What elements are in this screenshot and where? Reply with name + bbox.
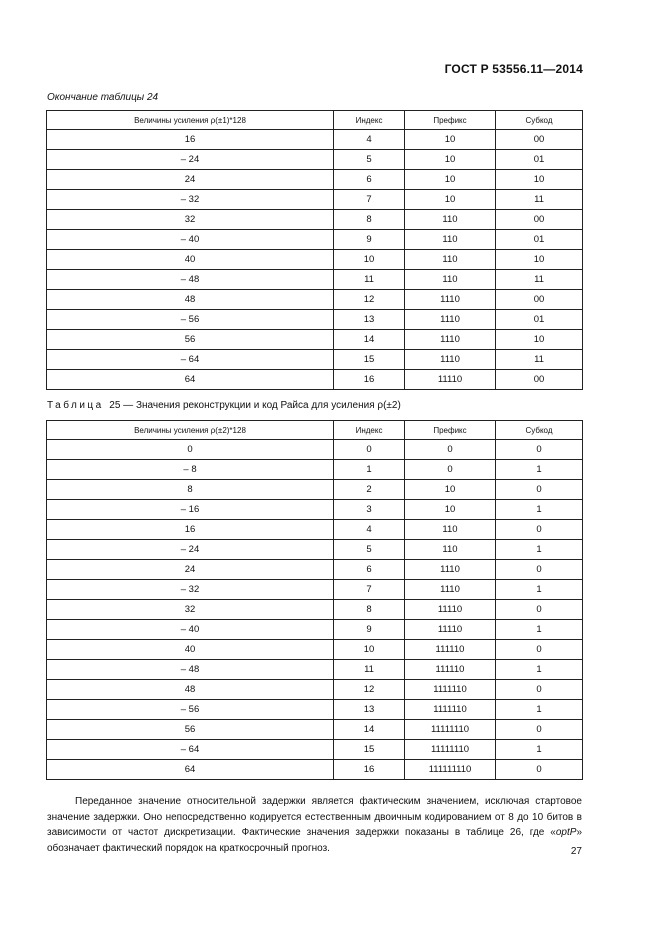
cell-subcode: 10 bbox=[496, 250, 583, 270]
cell-index: 1 bbox=[334, 460, 405, 480]
cell-index: 15 bbox=[334, 350, 405, 370]
table-row bbox=[47, 660, 583, 680]
cell-subcode: 0 bbox=[496, 720, 583, 740]
cell-index: 14 bbox=[334, 720, 405, 740]
column-header-index: Индекс bbox=[334, 421, 405, 440]
cell-gain: 0 bbox=[47, 440, 334, 460]
table-row bbox=[47, 680, 583, 700]
cell-gain: – 24 bbox=[47, 540, 334, 560]
cell-prefix: 1110 bbox=[405, 290, 496, 310]
paragraph-emphasis: optP bbox=[555, 827, 577, 838]
cell-gain: – 48 bbox=[47, 270, 334, 290]
cell-gain: – 40 bbox=[47, 620, 334, 640]
cell-prefix: 0 bbox=[405, 460, 496, 480]
cell-gain: 32 bbox=[47, 210, 334, 230]
cell-prefix: 10 bbox=[405, 500, 496, 520]
cell-prefix: 1110 bbox=[405, 560, 496, 580]
table-row bbox=[47, 560, 583, 580]
cell-gain: 56 bbox=[47, 330, 334, 350]
cell-gain: 40 bbox=[47, 250, 334, 270]
column-header-subcode: Субкод bbox=[496, 421, 583, 440]
cell-index: 16 bbox=[334, 760, 405, 780]
table-row bbox=[47, 230, 583, 250]
cell-prefix: 11110 bbox=[405, 620, 496, 640]
table-row bbox=[47, 700, 583, 720]
cell-index: 11 bbox=[334, 660, 405, 680]
cell-index: 10 bbox=[334, 250, 405, 270]
table-row bbox=[47, 210, 583, 230]
column-header-gain: Величины усиления ρ(±1)*128 bbox=[47, 111, 334, 130]
cell-index: 0 bbox=[334, 440, 405, 460]
cell-gain: 16 bbox=[47, 520, 334, 540]
table-row bbox=[47, 130, 583, 150]
cell-subcode: 01 bbox=[496, 230, 583, 250]
cell-subcode: 00 bbox=[496, 370, 583, 390]
cell-gain: – 24 bbox=[47, 150, 334, 170]
cell-subcode: 11 bbox=[496, 270, 583, 290]
cell-prefix: 10 bbox=[405, 150, 496, 170]
table-row bbox=[47, 520, 583, 540]
cell-subcode: 1 bbox=[496, 580, 583, 600]
cell-prefix: 1111110 bbox=[405, 700, 496, 720]
table-row bbox=[47, 270, 583, 290]
cell-index: 4 bbox=[334, 130, 405, 150]
table24-caption: Окончание таблицы 24 bbox=[47, 92, 159, 103]
cell-subcode: 00 bbox=[496, 130, 583, 150]
cell-index: 10 bbox=[334, 640, 405, 660]
cell-index: 3 bbox=[334, 500, 405, 520]
cell-prefix: 0 bbox=[405, 440, 496, 460]
cell-gain: 40 bbox=[47, 640, 334, 660]
table-row bbox=[47, 720, 583, 740]
cell-subcode: 0 bbox=[496, 680, 583, 700]
cell-subcode: 0 bbox=[496, 600, 583, 620]
paragraph-text-before: Переданное значение относительной задержки является фактическим значением, исключая стартовое значение задержки. Оно непосредственно кодируется естественным двоичным кодированием от 8 до 10 битов в зависимости от частот дискретизации. Фактические значения задержки показаны в таблице 26, где « bbox=[47, 796, 582, 838]
cell-gain: – 48 bbox=[47, 660, 334, 680]
cell-index: 6 bbox=[334, 560, 405, 580]
table25-caption bbox=[47, 400, 401, 411]
cell-prefix: 110 bbox=[405, 540, 496, 560]
cell-prefix: 110 bbox=[405, 520, 496, 540]
cell-index: 6 bbox=[334, 170, 405, 190]
cell-index: 8 bbox=[334, 600, 405, 620]
cell-index: 7 bbox=[334, 190, 405, 210]
cell-index: 9 bbox=[334, 230, 405, 250]
cell-gain: 48 bbox=[47, 680, 334, 700]
cell-subcode: 0 bbox=[496, 560, 583, 580]
column-header-gain: Величины усиления ρ(±2)*128 bbox=[47, 421, 334, 440]
cell-prefix: 11111110 bbox=[405, 720, 496, 740]
cell-gain: 8 bbox=[47, 480, 334, 500]
table24 bbox=[46, 110, 583, 390]
cell-subcode: 01 bbox=[496, 150, 583, 170]
cell-index: 5 bbox=[334, 540, 405, 560]
cell-gain: 24 bbox=[47, 170, 334, 190]
table-header-row bbox=[47, 111, 583, 130]
cell-prefix: 1111110 bbox=[405, 680, 496, 700]
table-row bbox=[47, 600, 583, 620]
table-row bbox=[47, 290, 583, 310]
cell-index: 5 bbox=[334, 150, 405, 170]
table-row bbox=[47, 250, 583, 270]
cell-gain: 56 bbox=[47, 720, 334, 740]
cell-prefix: 110 bbox=[405, 210, 496, 230]
cell-subcode: 1 bbox=[496, 460, 583, 480]
table-row bbox=[47, 370, 583, 390]
cell-subcode: 1 bbox=[496, 540, 583, 560]
cell-index: 9 bbox=[334, 620, 405, 640]
cell-gain: – 32 bbox=[47, 580, 334, 600]
cell-subcode: 11 bbox=[496, 350, 583, 370]
table-row bbox=[47, 640, 583, 660]
cell-subcode: 1 bbox=[496, 660, 583, 680]
table-row bbox=[47, 540, 583, 560]
cell-gain: 24 bbox=[47, 560, 334, 580]
cell-index: 4 bbox=[334, 520, 405, 540]
column-header-index: Индекс bbox=[334, 111, 405, 130]
cell-subcode: 00 bbox=[496, 290, 583, 310]
table-row bbox=[47, 740, 583, 760]
cell-gain: – 40 bbox=[47, 230, 334, 250]
table-row bbox=[47, 760, 583, 780]
cell-gain: – 56 bbox=[47, 310, 334, 330]
column-header-prefix: Префикс bbox=[405, 111, 496, 130]
cell-prefix: 10 bbox=[405, 190, 496, 210]
cell-subcode: 00 bbox=[496, 210, 583, 230]
cell-subcode: 11 bbox=[496, 190, 583, 210]
table-row bbox=[47, 440, 583, 460]
cell-subcode: 0 bbox=[496, 760, 583, 780]
cell-subcode: 10 bbox=[496, 170, 583, 190]
cell-gain: – 8 bbox=[47, 460, 334, 480]
column-header-prefix: Префикс bbox=[405, 421, 496, 440]
cell-gain: – 64 bbox=[47, 350, 334, 370]
cell-prefix: 110 bbox=[405, 270, 496, 290]
table-row bbox=[47, 580, 583, 600]
table-row bbox=[47, 480, 583, 500]
cell-gain: – 56 bbox=[47, 700, 334, 720]
table25-caption-label: Таблица bbox=[47, 400, 104, 411]
table-header-row bbox=[47, 421, 583, 440]
cell-prefix: 1110 bbox=[405, 350, 496, 370]
cell-index: 13 bbox=[334, 310, 405, 330]
table25 bbox=[46, 420, 583, 780]
cell-subcode: 0 bbox=[496, 640, 583, 660]
table25-caption-text: 25 — Значения реконструкции и код Райса для усиления ρ(±2) bbox=[109, 400, 401, 411]
body-paragraph bbox=[47, 794, 582, 856]
cell-index: 12 bbox=[334, 680, 405, 700]
table-row bbox=[47, 150, 583, 170]
cell-subcode: 1 bbox=[496, 700, 583, 720]
cell-subcode: 1 bbox=[496, 740, 583, 760]
cell-prefix: 110 bbox=[405, 230, 496, 250]
cell-subcode: 10 bbox=[496, 330, 583, 350]
cell-prefix: 10 bbox=[405, 130, 496, 150]
cell-gain: 32 bbox=[47, 600, 334, 620]
cell-gain: – 32 bbox=[47, 190, 334, 210]
cell-gain: – 16 bbox=[47, 500, 334, 520]
cell-prefix: 111111110 bbox=[405, 760, 496, 780]
cell-prefix: 1110 bbox=[405, 310, 496, 330]
cell-prefix: 11111110 bbox=[405, 740, 496, 760]
cell-index: 15 bbox=[334, 740, 405, 760]
cell-index: 12 bbox=[334, 290, 405, 310]
cell-prefix: 1110 bbox=[405, 580, 496, 600]
table-row bbox=[47, 330, 583, 350]
cell-gain: – 64 bbox=[47, 740, 334, 760]
table-row bbox=[47, 310, 583, 330]
cell-index: 7 bbox=[334, 580, 405, 600]
cell-subcode: 01 bbox=[496, 310, 583, 330]
cell-prefix: 11110 bbox=[405, 370, 496, 390]
cell-subcode: 1 bbox=[496, 500, 583, 520]
cell-subcode: 0 bbox=[496, 480, 583, 500]
cell-prefix: 10 bbox=[405, 170, 496, 190]
cell-index: 16 bbox=[334, 370, 405, 390]
cell-prefix: 11110 bbox=[405, 600, 496, 620]
table-row bbox=[47, 190, 583, 210]
cell-index: 14 bbox=[334, 330, 405, 350]
table-row bbox=[47, 500, 583, 520]
cell-index: 13 bbox=[334, 700, 405, 720]
cell-prefix: 1110 bbox=[405, 330, 496, 350]
cell-index: 2 bbox=[334, 480, 405, 500]
paragraph-text-after: » обозначает фактический порядок на краткосрочный прогноз. bbox=[47, 827, 582, 854]
table-row bbox=[47, 460, 583, 480]
cell-subcode: 0 bbox=[496, 440, 583, 460]
cell-gain: 64 bbox=[47, 760, 334, 780]
cell-subcode: 0 bbox=[496, 520, 583, 540]
cell-gain: 16 bbox=[47, 130, 334, 150]
table-row bbox=[47, 620, 583, 640]
cell-prefix: 110 bbox=[405, 250, 496, 270]
cell-subcode: 1 bbox=[496, 620, 583, 640]
column-header-subcode: Субкод bbox=[496, 111, 583, 130]
page-number: 27 bbox=[570, 846, 582, 857]
cell-prefix: 10 bbox=[405, 480, 496, 500]
standard-header: ГОСТ Р 53556.11—2014 bbox=[444, 62, 583, 76]
cell-index: 8 bbox=[334, 210, 405, 230]
cell-gain: 48 bbox=[47, 290, 334, 310]
table-row bbox=[47, 350, 583, 370]
cell-prefix: 111110 bbox=[405, 640, 496, 660]
cell-prefix: 111110 bbox=[405, 660, 496, 680]
cell-index: 11 bbox=[334, 270, 405, 290]
cell-gain: 64 bbox=[47, 370, 334, 390]
table-row bbox=[47, 170, 583, 190]
